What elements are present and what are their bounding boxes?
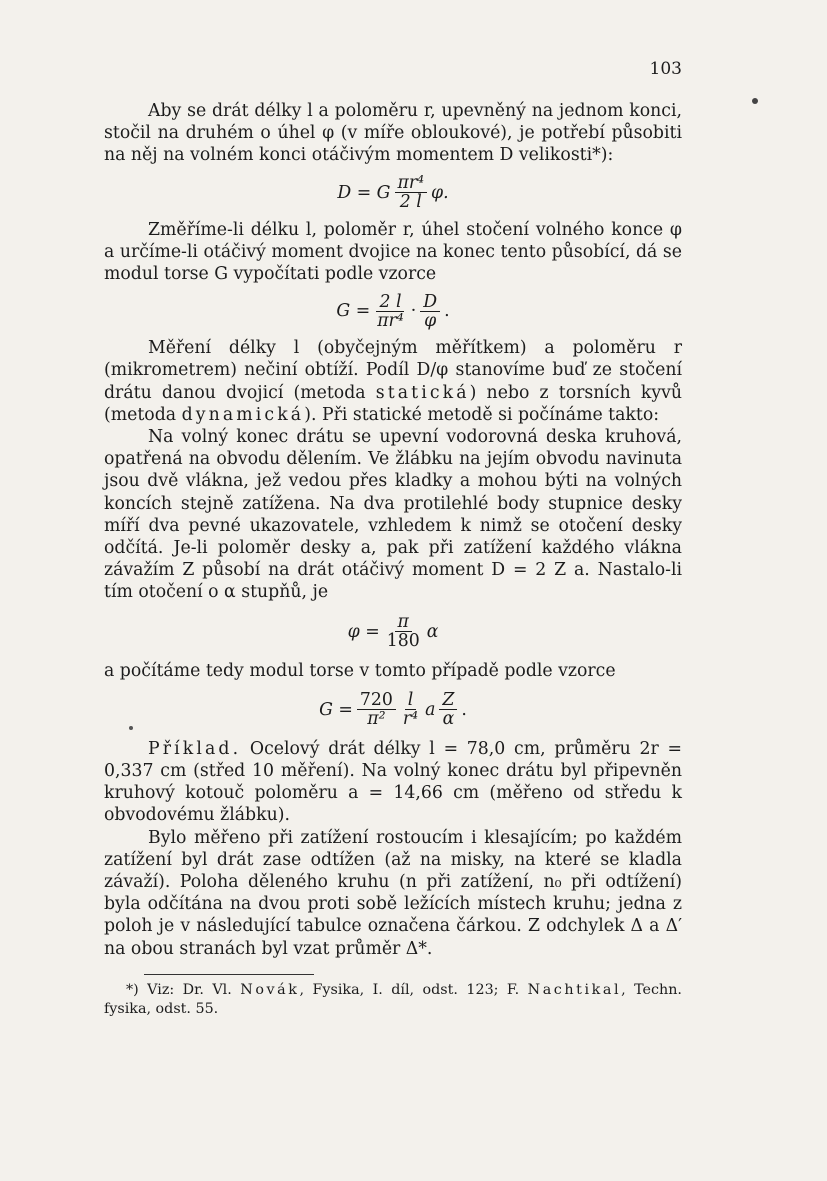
- methods-text-a: Měření délky l (obyčejným měřítkem) a poloměru r (mikrometrem) nečiní obtíží. Podíl D/φ stanovíme buď ze stočení drátu danou dvojicí (metoda: [104, 338, 682, 403]
- equation-moment: [104, 169, 682, 217]
- page-content: [104, 58, 682, 1019]
- footnote-text-c: , Techn. fysika, odst. 55.: [104, 981, 682, 1017]
- paragraph-methods: [104, 337, 682, 426]
- eq4-lhs: G =: [319, 699, 353, 720]
- eq1-numerator: πr⁴: [395, 174, 428, 193]
- page-number: 103: [649, 59, 682, 79]
- eq2-end: .: [444, 301, 450, 322]
- paragraph-formula-intro: a počítáme tedy modul torse v tomto případě podle vzorce: [104, 660, 616, 681]
- eq2-fraction-1: [374, 293, 407, 330]
- example-text: Ocelový drát délky l = 78,0 cm, průměru 2r = 0,337 cm (střed 10 měření). Na volný konec drátu byl připevněn kruhový kotouč poloměru a = 14,66 cm (měřeno od středu k obvodovému žlábku).: [104, 738, 682, 826]
- eq4-denominator-3: α: [442, 709, 455, 730]
- footnote-text-b: , Fysika, I. díl, odst. 123; F.: [299, 981, 528, 998]
- eq4-numerator-1: 720: [357, 691, 396, 710]
- eq4-end: .: [461, 699, 467, 720]
- footnote-author-1: Novák: [240, 981, 300, 998]
- paragraph-apparatus: Na volný konec drátu se upevní vodorovná deska kruhová, opatřená na obvodu dělením. Ve žlábku na jejím obvodu navinuta jsou dvě vlákna, jež vedou přes kladky a mohou býti na volných koncích stejně zatížena. Na dva protilehlé body stupnice desky míří dva pevné ukazovatele, vzhledem k nimž se otočení desky odčítá. Je-li poloměr desky a, pak při zatížení každého vlákna závažím Z působí na drát otáčivý moment D = 2 Z a. Nastalo-li tím otočení o α stupňů, je: [104, 427, 682, 603]
- eq3-lhs: φ =: [347, 621, 380, 642]
- methods-text-b: ) nebo z torsních kyvů (metoda: [104, 382, 683, 425]
- paragraph-example: [104, 738, 682, 827]
- footnote-text-a: *) Viz: Dr. Vl.: [126, 981, 241, 998]
- equation-modulus-final: [104, 684, 682, 736]
- eq4-fraction-3: [439, 691, 457, 728]
- eq4-denominator-2: r⁴: [402, 709, 419, 730]
- ink-speck: [752, 98, 758, 104]
- eq2-denominator-2: φ: [424, 310, 437, 331]
- eq3-rhs: α: [426, 621, 439, 642]
- paragraph-procedure: Bylo měřeno při zatížení rostoucím i klesajícím; po každém zatížení byl drát zase odtížen (až na misky, na které se kladla závaží). Poloha děleného kruhu (n při zatížení, n₀ při odtížení) byla odčítána na dvou proti sobě ležících místech kruhu; jedna z poloh je v následující tabulce označena čárkou. Z odchylek Δ a Δ′ na obou stranách byl vzat průměr Δ*.: [104, 827, 682, 959]
- eq2-fraction-2: [420, 293, 440, 330]
- eq4-numerator-3: Z: [439, 691, 457, 710]
- eq3-fraction: [384, 613, 423, 650]
- eq2-numerator-2: D: [420, 293, 440, 312]
- eq2-lhs: G =: [336, 301, 371, 322]
- eq2-numerator-1: 2 l: [376, 293, 404, 312]
- eq1-rhs: φ.: [431, 182, 449, 203]
- example-label: Příklad.: [148, 738, 242, 759]
- equation-modulus: [104, 287, 682, 335]
- footnote-rule: [144, 974, 314, 975]
- methods-static: statická: [375, 382, 470, 403]
- methods-dynamic: dynamická: [181, 404, 305, 425]
- eq3-numerator: π: [395, 613, 412, 632]
- eq1-lhs: D = G: [337, 182, 391, 203]
- paragraph-measure: Změříme-li délku l, poloměr r, úhel stočení volného konce φ a určíme-li otáčivý moment dvojice na konec tento působící, dá se modul torse G vypočítati podle vzorce: [104, 219, 682, 285]
- eq1-fraction: [395, 174, 428, 211]
- eq4-mid: a: [425, 699, 436, 720]
- eq4-fraction-1: [357, 691, 396, 728]
- footnote: [104, 981, 682, 1019]
- eq1-denominator: 2 l: [399, 192, 422, 213]
- eq2-dot: ·: [410, 301, 417, 322]
- eq4-denominator-1: π²: [367, 709, 386, 730]
- paragraph-intro: Aby se drát délky l a poloměru r, upevněný na jednom konci, stočil na druhém o úhel φ (v míře obloukové), je potřebí působiti na něj na volném konci otáčivým momentem D velikosti*):: [104, 101, 682, 166]
- eq4-fraction-2: [400, 691, 421, 728]
- footnote-author-2: Nachtikal: [527, 981, 622, 998]
- eq3-denominator: 180: [386, 631, 420, 652]
- methods-text-c: ). Při statické metodě si počínáme takto:: [304, 404, 660, 425]
- equation-angle: [104, 606, 682, 658]
- eq2-denominator-1: πr⁴: [377, 310, 404, 331]
- eq4-numerator-2: l: [405, 691, 417, 710]
